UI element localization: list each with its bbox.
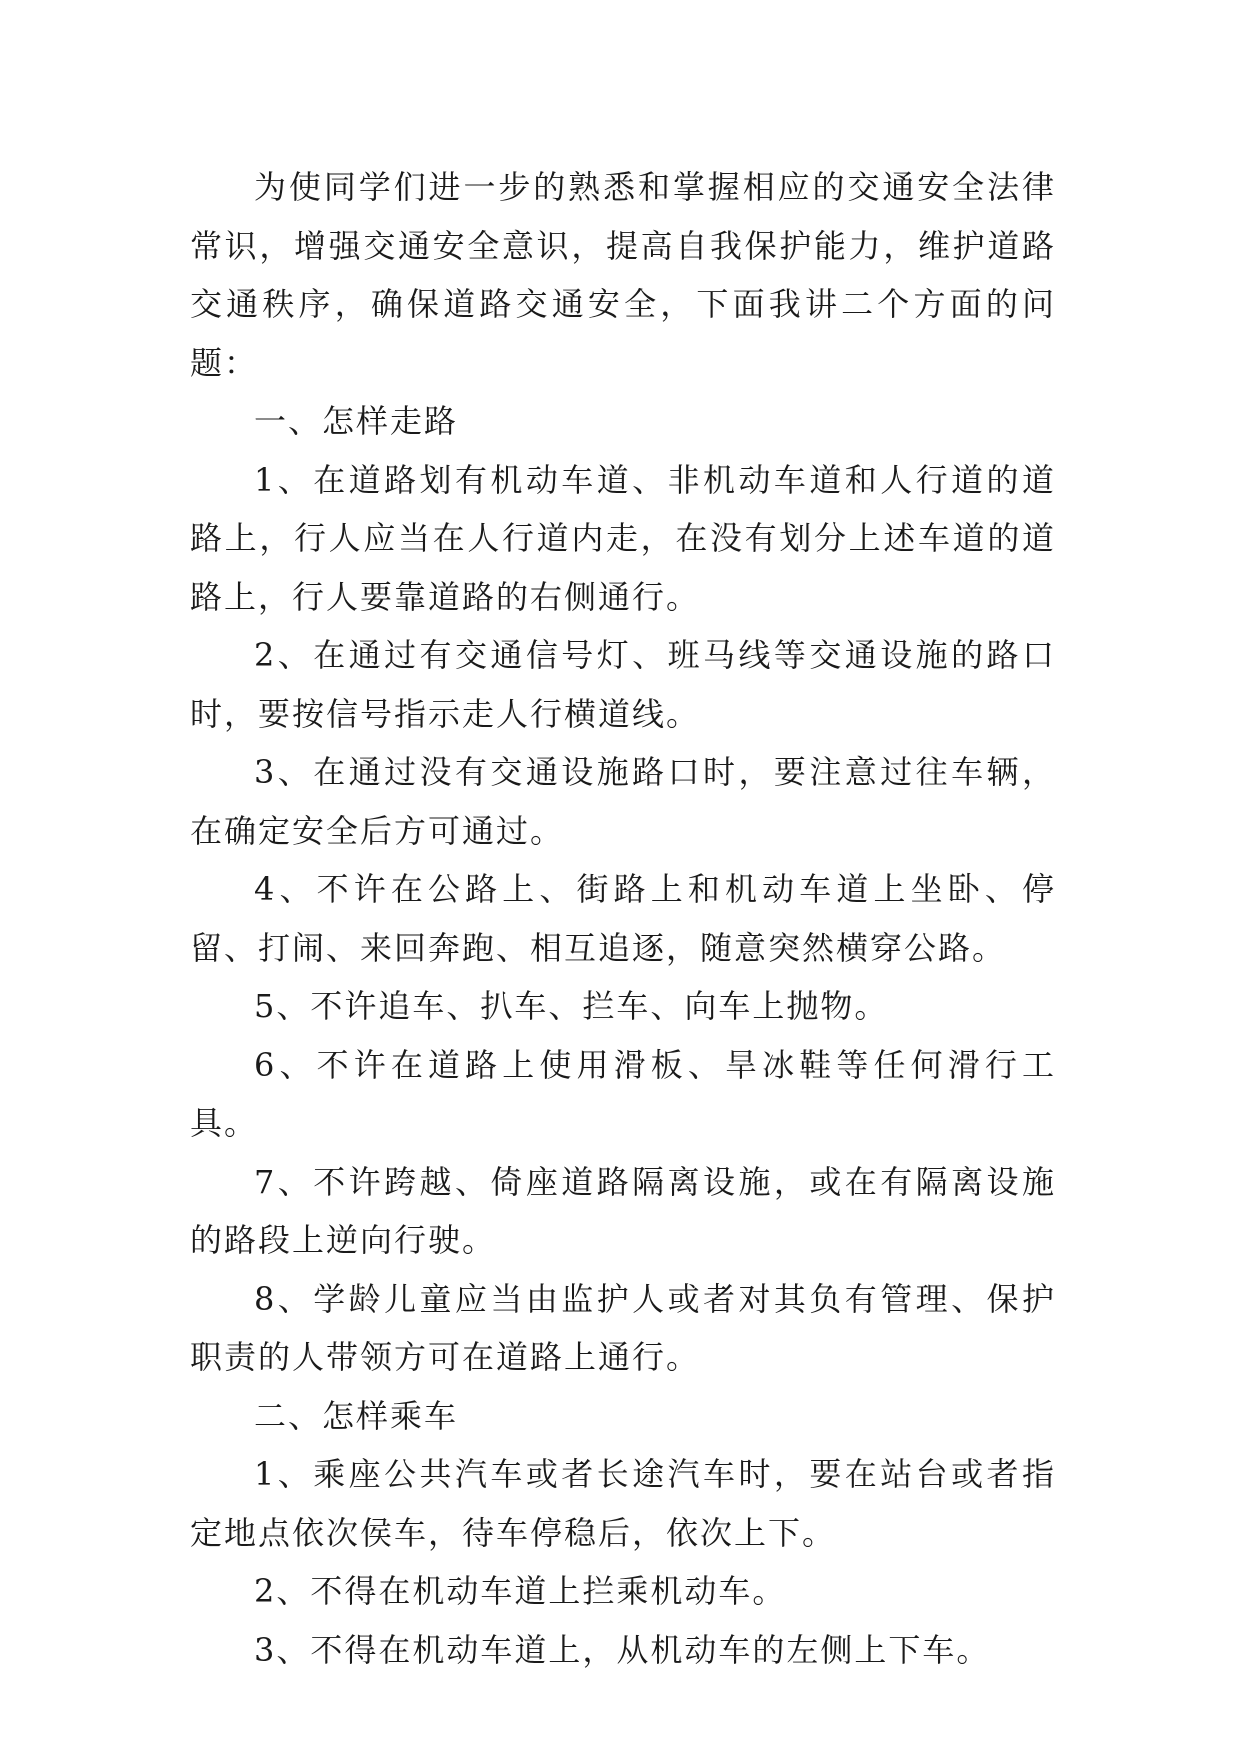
section-heading-walking: 一、怎样走路 [254,402,459,440]
walking-rule-1: 1、在道路划有机动车道、非机动车道和人行道的道路上，行人应当在人行道内走，在没有划分上述车道的道路上，行人要靠道路的右侧通行。 [190,460,1056,616]
document-body [190,158,1056,1679]
intro-paragraph: 为使同学们进一步的熟悉和掌握相应的交通安全法律常识，增强交通安全意识，提高自我保护能力，维护道路交通秩序，确保道路交通安全，下面我讲二个方面的问题： [190,168,1056,382]
walking-rule-7: 7、不许跨越、倚座道路隔离设施，或在有隔离设施的路段上逆向行驶。 [190,1162,1056,1259]
section-heading-riding: 二、怎样乘车 [254,1396,459,1435]
riding-rule-3: 3、不得在机动车道上，从机动车的左侧上下车。 [254,1630,991,1669]
walking-rule-3: 3、在通过没有交通设施路口时，要注意过往车辆，在确定安全后方可通过。 [190,753,1056,850]
walking-rule-6: 6、不许在道路上使用滑板、旱冰鞋等任何滑行工具。 [190,1045,1056,1142]
riding-rule-2: 2、不得在机动车道上拦乘机动车。 [254,1572,787,1610]
walking-rule-2: 2、在通过有交通信号灯、班马线等交通设施的路口时，要按信号指示走人行横道线。 [190,636,1056,733]
walking-rule-4: 4、不许在公路上、街路上和机动车道上坐卧、停留、打闹、来回奔跑、相互追逐，随意突然横穿公路。 [190,870,1056,967]
walking-rule-8: 8、学龄儿童应当由监护人或者对其负有管理、保护职责的人带领方可在道路上通行。 [190,1279,1056,1376]
riding-rule-1: 1、乘座公共汽车或者长途汽车时，要在站台或者指定地点依次侯车，待车停稳后，依次上下。 [190,1455,1056,1552]
walking-rule-5: 5、不许追车、扒车、拦车、向车上抛物。 [254,987,889,1025]
